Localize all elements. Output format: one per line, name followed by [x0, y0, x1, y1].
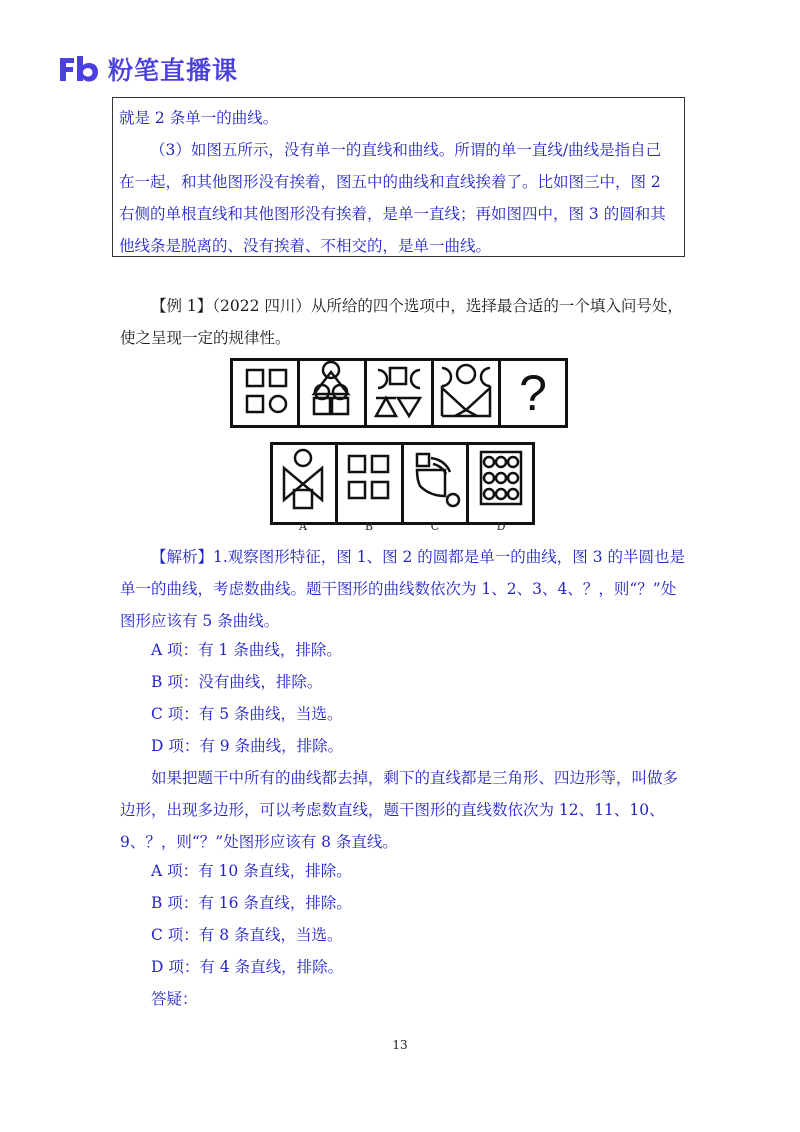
question-figure-row — [230, 358, 568, 428]
line-intro: 如果把题干中所有的曲线都去掉，剩下的直线都是三角形、四边形等，叫做多边形，出现多边形，可以考虑数直线，题干图形的直线数依次为 12、11、10、9、？，则“？”处图形应该有 8 条直线。 — [120, 769, 679, 851]
option-label-c: C — [430, 520, 440, 533]
curve-option-d: D 项：有 9 条曲线，排除。 — [151, 737, 344, 755]
line-option-b: B 项：有 16 条直线，排除。 — [151, 894, 352, 912]
line-option-d: D 项：有 4 条直线，排除。 — [151, 958, 344, 976]
curve-option-b: B 项：没有曲线，排除。 — [151, 673, 323, 691]
note-paragraph-3: （3）如图五所示，没有单一的直线和曲线。所谓的单一直线/曲线是指自己在一起，和其他图形没有挨着，图五中的曲线和直线挨着了。比如图三中，图 2 右侧的单根直线和其他图形没有挨着，是单一直线；再如图四中，图 3 的圆和其他线条是脱离的、没有挨着、不相交的，是单一曲线。 — [119, 141, 666, 255]
question-mark: ? — [519, 365, 547, 421]
curve-option-c: C 项：有 5 条曲线，当选。 — [151, 705, 343, 723]
qa-label: 答疑： — [151, 990, 198, 1008]
fb-logo-icon — [58, 54, 100, 84]
curve-option-a: A 项：有 1 条曲线，排除。 — [151, 641, 342, 659]
brand-title: 粉笔直播课 — [108, 56, 239, 85]
line-option-c: C 项：有 8 条直线，当选。 — [151, 926, 343, 944]
note-line-1: 就是 2 条单一的曲线。 — [119, 109, 279, 127]
option-label-d: D — [496, 520, 506, 533]
option-label-a: A — [299, 520, 307, 533]
options-figure-row — [270, 442, 535, 527]
example-question: 【例 1】（2022 四川）从所给的四个选项中，选择最合适的一个填入问号处，使之呈现一定的规律性。 — [120, 297, 683, 347]
note-box — [112, 97, 685, 257]
line-option-a: A 项：有 10 条直线，排除。 — [151, 862, 352, 880]
analysis-intro: 【解析】1.观察图形特征，图 1、图 2 的圆都是单一的曲线，图 3 的半圆也是单一的曲线，考虑数曲线。题干图形的曲线数依次为 1、2、3、4、？，则“？”处图形应该有 5 条曲线。 — [120, 548, 686, 630]
option-label-b: B — [364, 520, 374, 533]
header — [58, 52, 238, 86]
page-number: 13 — [392, 1038, 408, 1052]
